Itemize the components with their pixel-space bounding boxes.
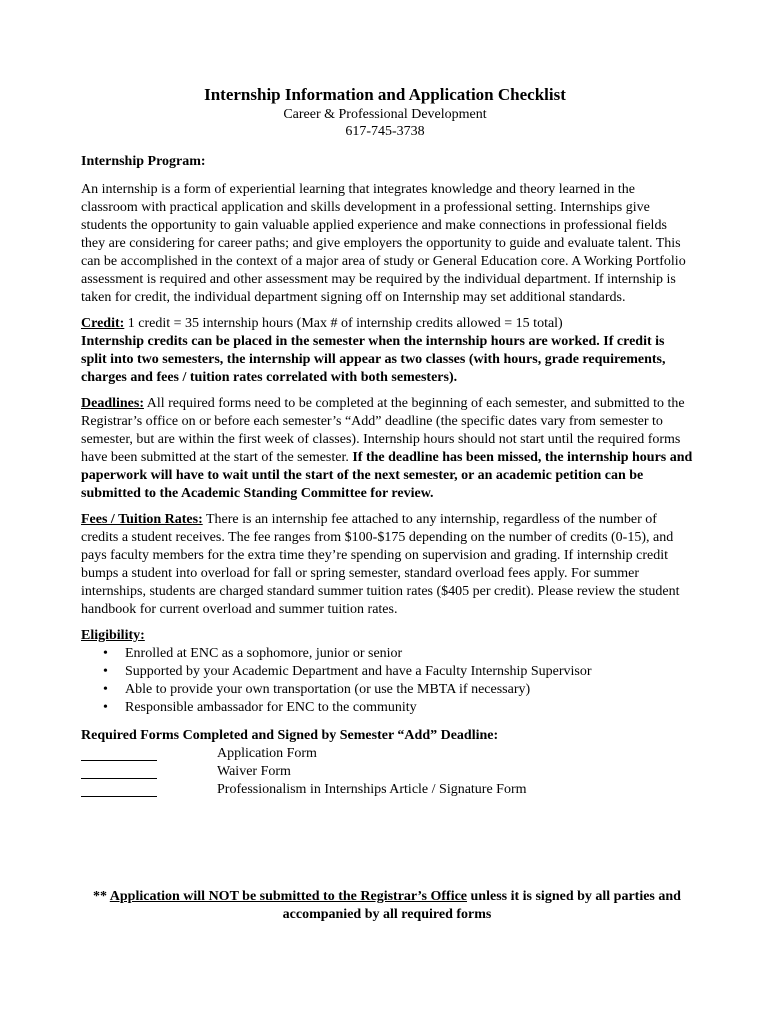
deadlines-text: All required forms need to be completed at the beginning of each semester, and submitted to the Registrar’s office on or before each semester’s “Add” deadline (the specific dates vary from semester to semester, but are within the first week of classes). Internship hours should not start until the required forms have been submitted at the start of the semester.	[81, 396, 685, 465]
bullet-icon: •	[103, 646, 108, 661]
form-name: Application Form	[217, 746, 317, 761]
signature-blank-line[interactable]	[81, 763, 157, 779]
section-internship-program	[81, 153, 693, 307]
program-paragraph: An internship is a form of experiential learning that integrates knowledge and theory learned in the classroom with practical application and skills development in a professional setting. Internships give students the opportunity to gain valuable applied experience and make connections in professional fields they are considering for career paths; and give employers the opportunity to guide and evaluate talent. This can be accomplished in the context of a major area of study or General Education core. A Working Portfolio assessment is required and other assessment may be required by the individual department. If internship is taken for credit, the individual department signing off on Internship may set additional standards.	[81, 182, 686, 305]
required-forms-heading: Required Forms Completed and Signed by Semester “Add” Deadline:	[81, 728, 499, 743]
form-name: Professionalism in Internships Article / Signature Form	[217, 782, 527, 797]
phone-number: 617-745-3738	[345, 124, 425, 139]
bullet-icon: •	[103, 700, 108, 715]
deadlines-bold-text: If the deadline has been missed, the internship hours and paperwork will have to wait until the start of the next semester, or an academic petition can be submitted to the Academic Standing Committee for review.	[81, 450, 693, 501]
section-required-forms	[81, 727, 693, 799]
closing-suffix: unless it is signed by all parties and accompanied by all required forms	[282, 889, 681, 922]
list-item: • Supported by your Academic Department and have a Faculty Internship Supervisor	[103, 664, 592, 679]
document-title: Internship Information and Application Checklist	[204, 85, 566, 104]
section-credit	[81, 315, 693, 387]
closing-prefix: **	[93, 889, 110, 904]
form-name: Waiver Form	[217, 764, 291, 779]
credit-text: 1 credit = 35 internship hours (Max # of internship credits allowed = 15 total)	[124, 316, 563, 331]
list-item: • Enrolled at ENC as a sophomore, junior or senior	[103, 646, 403, 661]
signature-blank-line[interactable]	[81, 781, 157, 797]
eligibility-list	[81, 645, 693, 717]
department-name: Career & Professional Development	[283, 107, 487, 122]
list-item: • Able to provide your own transportation (or use the MBTA if necessary)	[103, 682, 531, 697]
form-checklist-row	[81, 781, 693, 799]
closing-notice	[81, 888, 693, 924]
credit-bold-text: Internship credits can be placed in the semester when the internship hours are worked. If credit is split into two semesters, the internship will appear as two classes (with hours, grade requirements, charges and fees / tuition rates correlated with both semesters).	[81, 334, 666, 385]
section-heading: Internship Program:	[81, 154, 206, 169]
deadlines-label: Deadlines:	[81, 396, 144, 411]
section-deadlines	[81, 395, 693, 503]
bullet-icon: •	[103, 664, 108, 679]
document-header	[0, 84, 770, 140]
form-checklist-row	[81, 763, 693, 781]
closing-underlined-text: Application will NOT be submitted to the Registrar’s Office	[109, 889, 468, 904]
bullet-icon: •	[103, 682, 108, 697]
credit-label: Credit:	[81, 316, 125, 331]
section-eligibility	[81, 627, 693, 717]
eligibility-label: Eligibility:	[81, 628, 145, 643]
signature-blank-line[interactable]	[81, 745, 157, 761]
form-checklist-row	[81, 745, 693, 763]
fees-text: There is an internship fee attached to any internship, regardless of the number of credits a student receives. The fee ranges from $100-$175 depending on the number of credits (0-15), and pays faculty members for the extra time they’re spending on supervision and grading. If internship credit bumps a student into overload for fall or spring semester, standard overload fees apply. For summer internships, students are charged standard summer tuition rates ($405 per credit). Please review the student handbook for current overload and summer tuition rates.	[81, 512, 680, 617]
section-fees	[81, 511, 693, 619]
list-item: • Responsible ambassador for ENC to the community	[103, 700, 417, 715]
fees-label: Fees / Tuition Rates:	[81, 512, 203, 527]
document-body	[81, 153, 693, 807]
